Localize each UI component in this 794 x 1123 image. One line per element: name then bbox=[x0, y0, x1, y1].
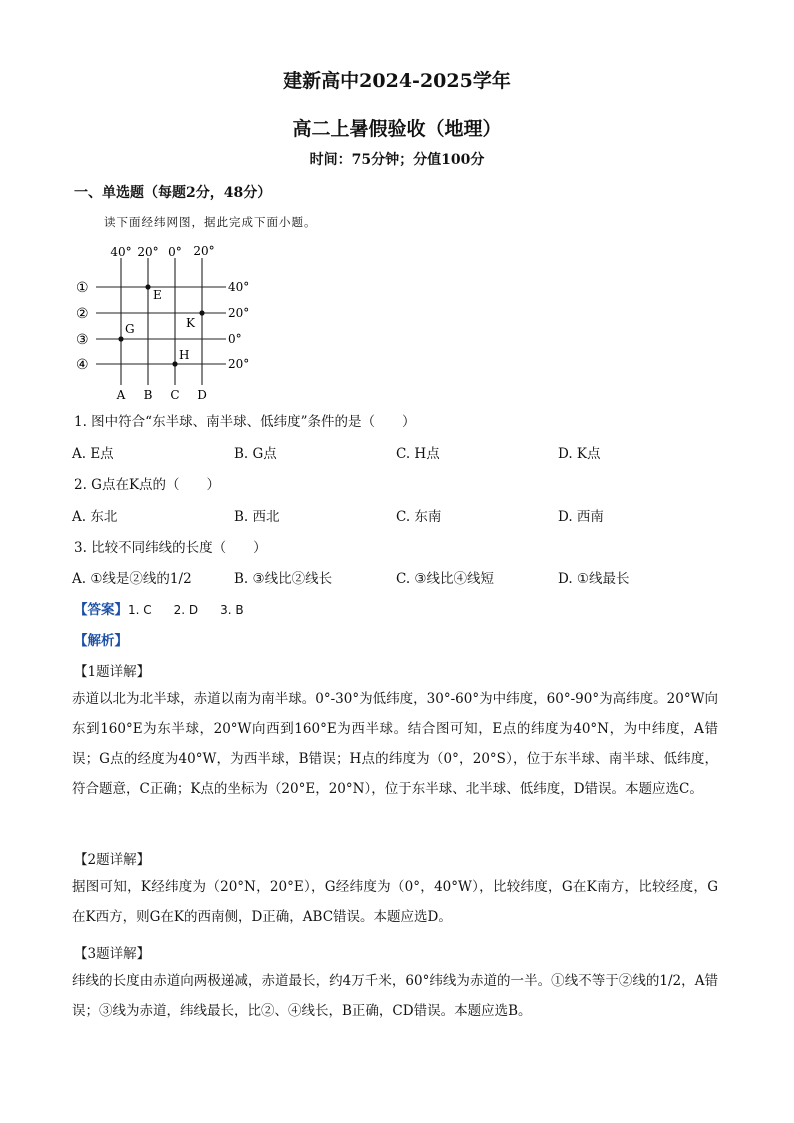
detail-3-text: 纬线的长度由赤道向两极递减，赤道最长，约4万千米，60°纬线为赤道的一半。①线不等于②线的1/2，A错误；③线为赤道，纬线最长，比②、④线长，B正确，CD错误。本题应选B。 bbox=[72, 973, 718, 1019]
question-1-option-b: B. G点 bbox=[234, 446, 277, 462]
question-2-option-b: B. 西北 bbox=[234, 509, 280, 525]
detail-3-heading: 【3题详解】 bbox=[74, 946, 151, 962]
section-title: 一、单选题（每题2分，48分） bbox=[74, 185, 272, 201]
right-label: 40° bbox=[228, 280, 250, 294]
row-label: ③ bbox=[76, 332, 89, 348]
bottom-label: C bbox=[170, 388, 180, 402]
lat-lon-grid-figure bbox=[70, 240, 270, 405]
point-k-label: K bbox=[186, 316, 195, 330]
question-2-option-d: D. 西南 bbox=[558, 509, 604, 525]
question-1-stem: 1. 图中符合“东半球、南半球、低纬度”条件的是（ ） bbox=[74, 414, 416, 430]
point-h-label: H bbox=[179, 348, 190, 362]
question-3-option-d: D. ①线最长 bbox=[558, 571, 630, 587]
detail-1-heading: 【1题详解】 bbox=[74, 664, 151, 680]
page-title: 建新高中2024-2025学年 bbox=[283, 70, 511, 92]
right-label: 20° bbox=[228, 357, 250, 371]
point-g-label: G bbox=[125, 322, 135, 336]
answer-item: 2. D bbox=[173, 603, 199, 617]
question-2-option-c: C. 东南 bbox=[396, 509, 442, 525]
answer-item: 3. B bbox=[220, 603, 244, 617]
top-label: 40° bbox=[110, 245, 132, 259]
point-g-dot bbox=[118, 336, 123, 341]
question-1-option-a: A. E点 bbox=[72, 446, 114, 462]
top-label: 0° bbox=[168, 245, 182, 259]
point-e-label: E bbox=[153, 288, 162, 302]
question-2-stem: 2. G点在K点的（ ） bbox=[74, 477, 221, 493]
question-3-option-c: C. ③线比④线短 bbox=[396, 571, 495, 587]
right-label: 0° bbox=[228, 332, 242, 346]
point-e-dot bbox=[145, 284, 150, 289]
bottom-label: B bbox=[143, 388, 153, 402]
answer-label: 【答案】 bbox=[74, 602, 128, 618]
answer-item: 1. C bbox=[128, 603, 152, 617]
question-3-option-a: A. ①线是②线的1/2 bbox=[72, 571, 192, 587]
exam-info: 时间：75分钟；分值100分 bbox=[309, 152, 485, 168]
exam-title: 高二上暑假验收（地理） bbox=[292, 118, 502, 140]
question-1-option-d: D. K点 bbox=[558, 446, 601, 462]
question-3-option-b: B. ③线比②线长 bbox=[234, 571, 333, 587]
detail-1-text: 赤道以北为北半球，赤道以南为南半球。0°-30°为低纬度，30°-60°为中纬度，60°-90°为高纬度。20°W向东到160°E为东半球，20°W向西到160°E为西半球。结合图可知，E点的纬度为40°N，为中纬度，A错误；G点的经度为40°W，为西半球，B错误；H点的纬度为（0°，20°S），位于东半球、南半球、低纬度，符合题意，C正确；K点的坐标为（20°E，20°N），位于东半球、北半球、低纬度，D错误。本题应选C。 bbox=[72, 691, 718, 797]
detail-2-text: 据图可知，K经纬度为（20°N，20°E），G经纬度为（0°，40°W），比较纬度，G在K南方，比较经度，G在K西方，则G在K的西南侧，D正确，ABC错误。本题应选D。 bbox=[72, 879, 718, 925]
top-label: 20° bbox=[193, 244, 215, 258]
point-h-dot bbox=[172, 361, 177, 366]
row-label: ② bbox=[76, 306, 89, 322]
intro-text: 读下面经纬网图，据此完成下面小题。 bbox=[104, 215, 317, 229]
question-2-option-a: A. 东北 bbox=[72, 509, 118, 525]
top-label: 20° bbox=[137, 245, 159, 259]
row-label: ① bbox=[76, 280, 89, 296]
answer-line bbox=[74, 598, 266, 618]
row-label: ④ bbox=[76, 357, 89, 373]
detail-2-heading: 【2题详解】 bbox=[74, 852, 151, 868]
bottom-label: D bbox=[197, 388, 207, 402]
analysis-label: 【解析】 bbox=[74, 633, 128, 649]
question-3-stem: 3. 比较不同纬线的长度（ ） bbox=[74, 540, 267, 556]
question-1-option-c: C. H点 bbox=[396, 446, 440, 462]
right-label: 20° bbox=[228, 306, 250, 320]
point-k-dot bbox=[199, 310, 204, 315]
bottom-label: A bbox=[116, 388, 126, 402]
